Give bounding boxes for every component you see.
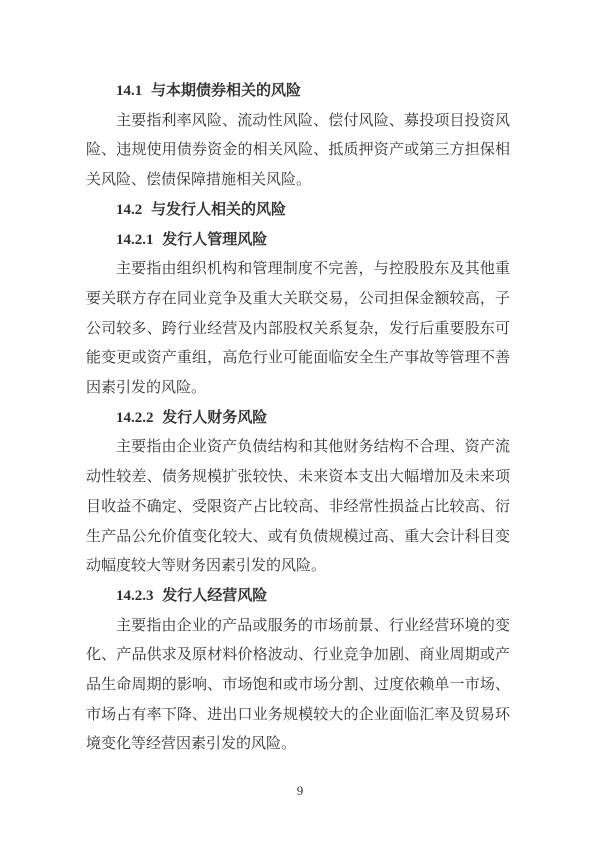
section-heading-14-2-2: 14.2.2 发行人财务风险 xyxy=(116,409,268,426)
page-content xyxy=(86,77,510,760)
section-14-2-3-paragraph: 主要指由企业的产品或服务的市场前景、行业经营环境的变化、产品供求及原材料价格波动、行业竞争加剧、商业周期或产品生命周期的影响、市场饱和或市场分割、过度依赖单一市场、市场占有率下降、进出口业务规模较大的企业面临汇率及贸易环境变化等经营因素引发的风险。 xyxy=(86,617,510,753)
section-14-2-2-paragraph: 主要指由企业资产负债结构和其他财务结构不合理、资产流动性较差、债务规模扩张较快、未来资本支出大幅增加及未来项目收益不确定、受限资产占比较高、非经常性损益占比较高、衍生产品公允价值变化较大、或有负债规模过高、重大会计科目变动幅度较大等财务因素引发的风险。 xyxy=(86,439,510,575)
section-14-1-paragraph: 主要指利率风险、流动性风险、偿付风险、募投项目投资风险、违规使用债券资金的相关风险、抵质押资产或第三方担保相关风险、偿债保障措施相关风险。 xyxy=(86,112,510,189)
section-heading-14-2-3: 14.2.3 发行人经营风险 xyxy=(116,587,268,604)
page-number: 9 xyxy=(296,783,304,798)
section-heading-14-2-1: 14.2.1 发行人管理风险 xyxy=(116,231,268,248)
section-heading-14-2: 14.2 与发行人相关的风险 xyxy=(116,201,287,218)
section-14-2-1-paragraph: 主要指由组织机构和管理制度不完善，与控股股东及其他重要关联方存在同业竞争及重大关联交易，公司担保金额较高，子公司较多、跨行业经营及内部股权关系复杂，发行后重要股东可能变更或资产重组，高危行业可能面临安全生产事故等管理不善因素引发的风险。 xyxy=(86,261,510,397)
section-heading-14-1: 14.1 与本期债券相关的风险 xyxy=(116,83,302,99)
